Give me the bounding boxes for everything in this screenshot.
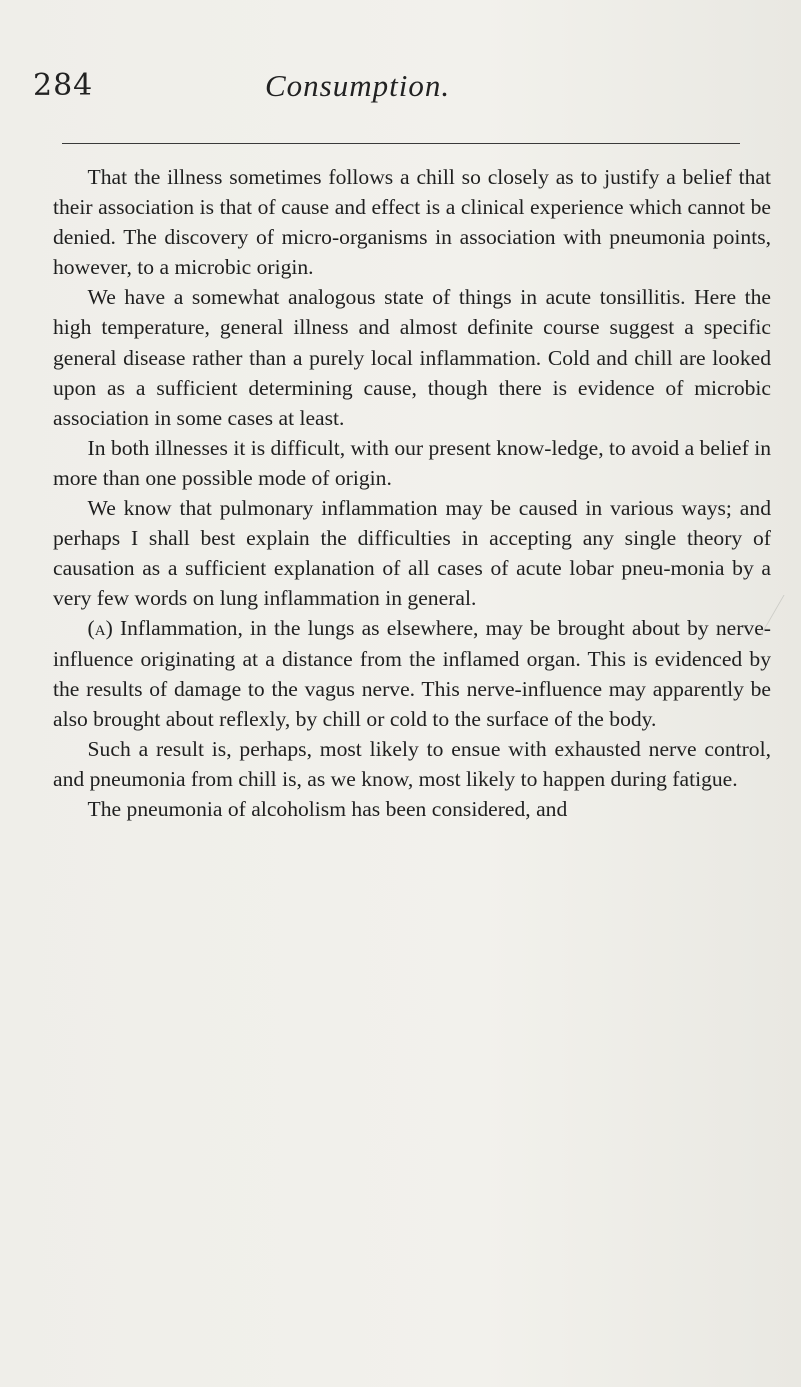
paragraph: That the illness sometimes follows a chill so closely as to justify a belief that their association is that of cause and effect is a clinical experience which cannot be denied. The discovery of micro-organisms in association with pneumonia points, however, to a microbic origin. bbox=[53, 165, 771, 280]
section-text: Inflammation, in the lungs as elsewhere, may be brought about by nerve-influence originating at a distance from the inflamed organ. This is evidenced by the results of damage to the vagus nerve. This nerve-influence may apparently be also brought about reflexly, by chill or cold to the surface of the body. bbox=[53, 616, 771, 731]
paragraph: The pneumonia of alcoholism has been considered, and bbox=[87, 796, 568, 821]
body-text bbox=[53, 162, 771, 824]
section-marker: (a) bbox=[87, 616, 113, 641]
paragraph: Such a result is, perhaps, most likely to ensue with exhausted nerve control, and pneumonia from chill is, as we know, most likely to happen during fatigue. bbox=[53, 736, 771, 791]
running-title: Consumption. bbox=[265, 68, 451, 103]
paragraph: In both illnesses it is difficult, with our present know-ledge, to avoid a belief in more than one possible mode of origin. bbox=[53, 435, 771, 490]
paragraph-section-a bbox=[53, 613, 771, 733]
header-rule bbox=[62, 143, 740, 144]
paragraph: We have a somewhat analogous state of things in acute tonsillitis. Here the high temperature, general illness and almost definite course suggest a specific general disease rather than a purely local inflammation. Cold and chill are looked upon as a sufficient determining cause, though there is evidence of microbic association in some cases at least. bbox=[53, 285, 771, 430]
page-header bbox=[33, 66, 773, 116]
paragraph: We know that pulmonary inflammation may be caused in various ways; and perhaps I shall best explain the difficulties in accepting any single theory of causation as a sufficient explanation of all cases of acute lobar pneu-monia by a very few words on lung inflammation in general. bbox=[53, 496, 771, 611]
page-number: 284 bbox=[33, 68, 94, 103]
